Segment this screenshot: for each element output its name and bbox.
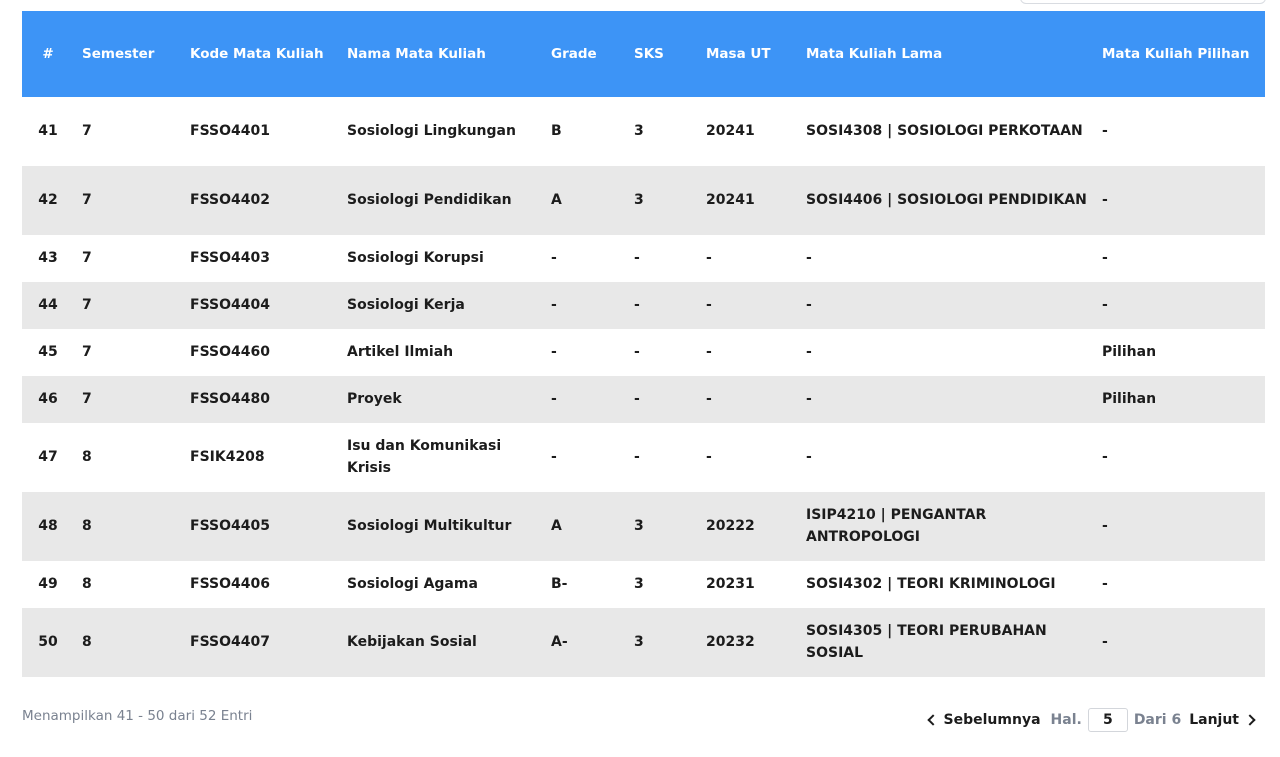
entries-info: Menampilkan 41 - 50 dari 52 Entri bbox=[22, 708, 253, 724]
cell-masa-ut: 20231 bbox=[706, 575, 755, 592]
cell-semester: 7 bbox=[82, 191, 92, 208]
cell-grade: A bbox=[551, 191, 562, 208]
table-row bbox=[22, 492, 1265, 561]
prev-page-button[interactable] bbox=[927, 712, 1041, 728]
cell-masa-ut: 20241 bbox=[706, 122, 755, 139]
table-row bbox=[22, 376, 1265, 423]
cell-kode: FSSO4404 bbox=[190, 296, 270, 313]
page-number-input[interactable] bbox=[1088, 708, 1128, 732]
cell-mata-kuliah-lama: SOSI4305 | TEORI PERUBAHAN SOSIAL bbox=[806, 623, 1047, 661]
header-semester: Semester bbox=[82, 45, 155, 62]
cell-semester: 7 bbox=[82, 343, 92, 360]
cell-mata-kuliah-lama: - bbox=[806, 390, 812, 407]
cell-mata-kuliah-pilihan: - bbox=[1102, 122, 1108, 139]
cell-number: 41 bbox=[38, 122, 58, 139]
cell-nama: Sosiologi Lingkungan bbox=[347, 122, 516, 139]
cell-nama: Proyek bbox=[347, 390, 402, 407]
cell-sks: 3 bbox=[634, 122, 644, 139]
cell-masa-ut: 20222 bbox=[706, 517, 755, 534]
cell-sks: - bbox=[634, 343, 640, 360]
cell-masa-ut: 20232 bbox=[706, 633, 755, 650]
cell-nama: Sosiologi Agama bbox=[347, 575, 478, 592]
cell-semester: 7 bbox=[82, 249, 92, 266]
cell-mata-kuliah-lama: SOSI4302 | TEORI KRIMINOLOGI bbox=[806, 575, 1056, 592]
cell-masa-ut: - bbox=[706, 249, 712, 266]
cell-mata-kuliah-pilihan: - bbox=[1102, 191, 1108, 208]
cell-kode: FSSO4402 bbox=[190, 191, 270, 208]
cell-masa-ut: - bbox=[706, 448, 712, 465]
table-row bbox=[22, 423, 1265, 492]
table-row bbox=[22, 561, 1265, 608]
cell-sks: 3 bbox=[634, 517, 644, 534]
cell-number: 49 bbox=[38, 575, 58, 592]
cell-number: 47 bbox=[38, 448, 58, 465]
cell-nama: Isu dan Komunikasi Krisis bbox=[347, 438, 502, 476]
cell-semester: 8 bbox=[82, 448, 92, 465]
cell-grade: A- bbox=[551, 633, 568, 650]
table-row bbox=[22, 166, 1265, 235]
table-header-row bbox=[22, 11, 1265, 97]
table-row bbox=[22, 608, 1265, 677]
header-sks: SKS bbox=[634, 45, 664, 62]
cell-sks: 3 bbox=[634, 633, 644, 650]
chevron-right-icon bbox=[1244, 714, 1255, 725]
cell-kode: FSIK4208 bbox=[190, 448, 265, 465]
header-masa-ut: Masa UT bbox=[706, 45, 771, 62]
cell-mata-kuliah-lama: - bbox=[806, 296, 812, 313]
search-box-edge[interactable] bbox=[1020, 0, 1266, 4]
cell-grade: - bbox=[551, 343, 557, 360]
cell-nama: Sosiologi Multikultur bbox=[347, 517, 512, 534]
total-pages-label: Dari 6 bbox=[1133, 712, 1182, 728]
cell-mata-kuliah-pilihan: - bbox=[1102, 296, 1108, 313]
cell-semester: 7 bbox=[82, 296, 92, 313]
header-nama-mata-kuliah: Nama Mata Kuliah bbox=[347, 45, 486, 62]
cell-mata-kuliah-pilihan: Pilihan bbox=[1102, 343, 1157, 360]
header-kode-mata-kuliah: Kode Mata Kuliah bbox=[190, 45, 324, 62]
cell-nama: Sosiologi Pendidikan bbox=[347, 191, 512, 208]
cell-grade: - bbox=[551, 448, 557, 465]
cell-grade: - bbox=[551, 390, 557, 407]
prev-page-label: Sebelumnya bbox=[943, 712, 1041, 728]
cell-masa-ut: - bbox=[706, 390, 712, 407]
cell-kode: FSSO4460 bbox=[190, 343, 270, 360]
cell-sks: - bbox=[634, 296, 640, 313]
cell-nama: Sosiologi Kerja bbox=[347, 296, 465, 313]
cell-grade: B bbox=[551, 122, 562, 139]
cell-grade: - bbox=[551, 249, 557, 266]
next-page-label: Lanjut bbox=[1189, 712, 1239, 728]
header-number: # bbox=[42, 45, 54, 62]
chevron-left-icon bbox=[927, 714, 938, 725]
cell-mata-kuliah-pilihan: Pilihan bbox=[1102, 390, 1157, 407]
cell-number: 50 bbox=[38, 633, 58, 650]
cell-kode: FSSO4480 bbox=[190, 390, 270, 407]
table-body bbox=[22, 97, 1265, 677]
cell-sks: - bbox=[634, 390, 640, 407]
cell-masa-ut: - bbox=[706, 343, 712, 360]
cell-mata-kuliah-pilihan: - bbox=[1102, 448, 1108, 465]
cell-number: 43 bbox=[38, 249, 58, 266]
cell-mata-kuliah-lama: SOSI4308 | SOSIOLOGI PERKOTAAN bbox=[806, 122, 1083, 139]
cell-number: 45 bbox=[38, 343, 58, 360]
cell-nama: Artikel Ilmiah bbox=[347, 343, 454, 360]
cell-mata-kuliah-lama: ISIP4210 | PENGANTAR ANTROPOLOGI bbox=[806, 507, 987, 545]
table-row bbox=[22, 235, 1265, 282]
cell-number: 42 bbox=[38, 191, 58, 208]
next-page-button[interactable] bbox=[1189, 712, 1258, 728]
header-mata-kuliah-lama: Mata Kuliah Lama bbox=[806, 45, 943, 62]
cell-number: 44 bbox=[38, 296, 58, 313]
page-label: Hal. bbox=[1050, 712, 1082, 728]
cell-kode: FSSO4405 bbox=[190, 517, 270, 534]
cell-semester: 8 bbox=[82, 633, 92, 650]
cell-mata-kuliah-pilihan: - bbox=[1102, 575, 1108, 592]
pagination bbox=[927, 708, 1258, 732]
table-row bbox=[22, 97, 1265, 166]
cell-masa-ut: - bbox=[706, 296, 712, 313]
cell-nama: Kebijakan Sosial bbox=[347, 633, 477, 650]
cell-kode: FSSO4403 bbox=[190, 249, 270, 266]
cell-mata-kuliah-lama: SOSI4406 | SOSIOLOGI PENDIDIKAN bbox=[806, 191, 1087, 208]
header-grade: Grade bbox=[551, 45, 597, 62]
cell-mata-kuliah-lama: - bbox=[806, 249, 812, 266]
table-row bbox=[22, 282, 1265, 329]
cell-nama: Sosiologi Korupsi bbox=[347, 249, 484, 266]
cell-semester: 7 bbox=[82, 122, 92, 139]
cell-sks: - bbox=[634, 249, 640, 266]
cell-grade: A bbox=[551, 517, 562, 534]
cell-kode: FSSO4401 bbox=[190, 122, 270, 139]
cell-mata-kuliah-pilihan: - bbox=[1102, 633, 1108, 650]
cell-sks: - bbox=[634, 448, 640, 465]
cell-semester: 7 bbox=[82, 390, 92, 407]
cell-mata-kuliah-lama: - bbox=[806, 343, 812, 360]
courses-table bbox=[22, 11, 1265, 677]
cell-grade: B- bbox=[551, 575, 568, 592]
cell-mata-kuliah-lama: - bbox=[806, 448, 812, 465]
table-row bbox=[22, 329, 1265, 376]
cell-masa-ut: 20241 bbox=[706, 191, 755, 208]
cell-kode: FSSO4407 bbox=[190, 633, 270, 650]
cell-mata-kuliah-pilihan: - bbox=[1102, 249, 1108, 266]
cell-mata-kuliah-pilihan: - bbox=[1102, 517, 1108, 534]
courses-table-container bbox=[22, 11, 1265, 677]
cell-number: 48 bbox=[38, 517, 58, 534]
cell-semester: 8 bbox=[82, 517, 92, 534]
cell-sks: 3 bbox=[634, 191, 644, 208]
cell-number: 46 bbox=[38, 390, 58, 407]
cell-semester: 8 bbox=[82, 575, 92, 592]
header-mata-kuliah-pilihan: Mata Kuliah Pilihan bbox=[1102, 45, 1250, 62]
cell-grade: - bbox=[551, 296, 557, 313]
cell-kode: FSSO4406 bbox=[190, 575, 270, 592]
cell-sks: 3 bbox=[634, 575, 644, 592]
